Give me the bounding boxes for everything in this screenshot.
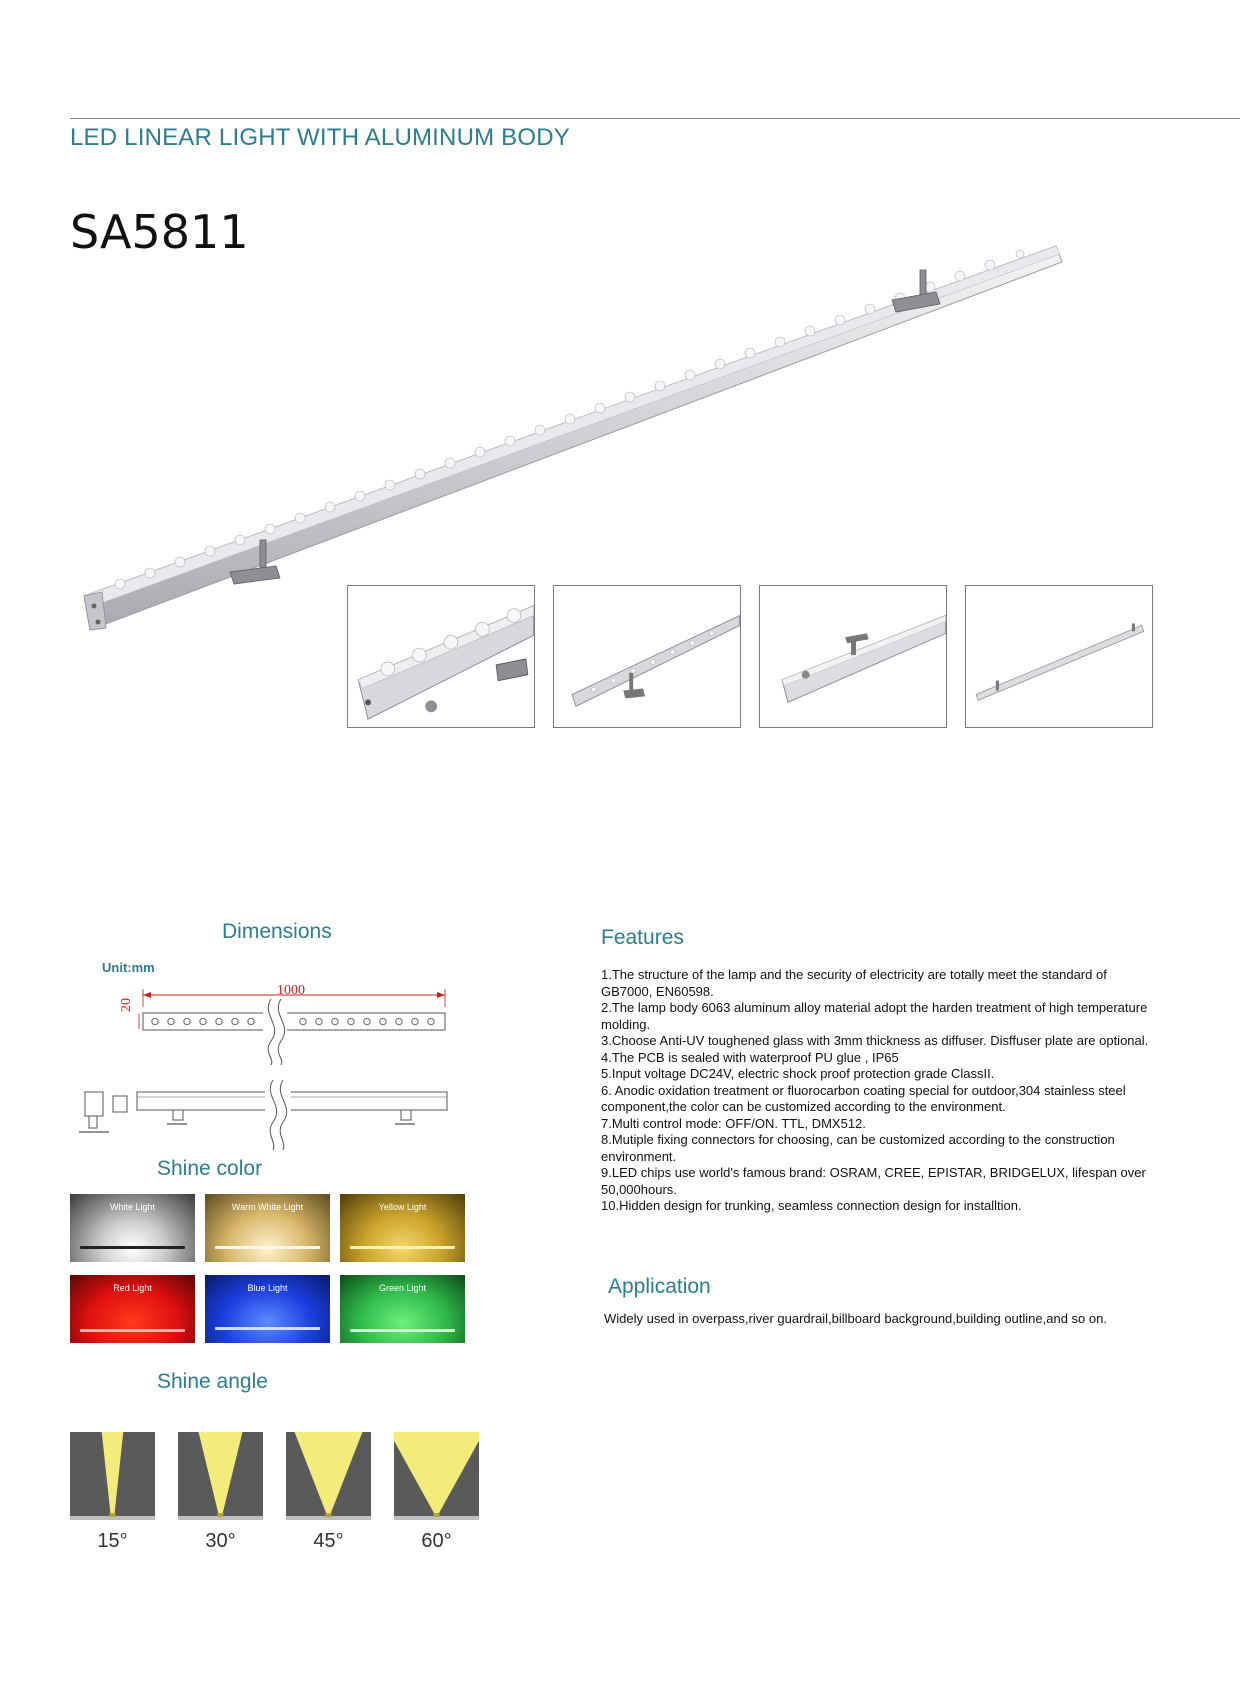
beam-angle-label: 45° xyxy=(313,1530,344,1552)
dimension-length-label: 1000 xyxy=(277,983,305,998)
fixture-bar xyxy=(80,1329,185,1332)
light-source xyxy=(434,1513,440,1517)
shine-angle-title: Shine angle xyxy=(157,1370,268,1393)
features-list xyxy=(601,967,1161,1215)
light-source xyxy=(218,1513,224,1517)
light-beam xyxy=(199,1432,243,1514)
top-rule xyxy=(70,118,1240,119)
model-number: SA5811 xyxy=(70,205,249,259)
beam-angle-label: 15° xyxy=(97,1530,128,1552)
fixture-bar xyxy=(350,1329,455,1332)
swatch-green-light xyxy=(340,1275,465,1343)
fixture-bar xyxy=(215,1246,320,1249)
feature-item: 2.The lamp body 6063 aluminum alloy material adopt the harden treatment of high temperature molding. xyxy=(601,1000,1148,1032)
feature-item: 3.Choose Anti-UV toughened glass with 3mm thickness as diffuser. Disffuser plate are optional. xyxy=(601,1033,1149,1048)
swatch-label: Green Light xyxy=(378,1283,427,1293)
feature-item: 10.Hidden design for trunking, seamless connection design for installtion. xyxy=(601,1198,1022,1213)
swatch-white-light xyxy=(70,1194,195,1262)
beam-angle-label: 60° xyxy=(421,1530,452,1552)
swatch-label: Warm White Light xyxy=(231,1202,304,1212)
dimension-drawing-front xyxy=(125,985,465,1065)
unit-label: Unit:mm xyxy=(102,960,155,975)
swatch-blue-light xyxy=(205,1275,330,1343)
light-source xyxy=(110,1513,116,1517)
feature-item: 1.The structure of the lamp and the security of electricity are totally meet the standard of GB7000, EN60598. xyxy=(601,967,1107,999)
fixture-bar xyxy=(350,1246,455,1249)
application-title: Application xyxy=(608,1275,711,1298)
swatch-label: Blue Light xyxy=(247,1283,288,1293)
shine-color-title: Shine color xyxy=(157,1157,263,1180)
fixture-bar xyxy=(80,1246,185,1249)
swatch-label: Red Light xyxy=(113,1283,152,1293)
feature-item: 4.The PCB is sealed with waterproof PU glue , IP65 xyxy=(601,1049,899,1065)
product-thumbnail-3[interactable] xyxy=(759,585,947,728)
light-beam xyxy=(295,1432,363,1514)
application-text: Widely used in overpass,river guardrail,billboard background,building outline,and so on. xyxy=(604,1311,1107,1326)
light-beam xyxy=(102,1432,124,1514)
beam-angle-15 xyxy=(70,1432,155,1520)
beam-angle-30 xyxy=(178,1432,263,1520)
fixture-bar xyxy=(215,1327,320,1330)
swatch-yellow-light xyxy=(340,1194,465,1262)
features-title: Features xyxy=(601,926,684,949)
beam-angle-label: 30° xyxy=(205,1530,236,1552)
beam-angle-60 xyxy=(394,1432,479,1520)
beam-angle-45 xyxy=(286,1432,371,1520)
swatch-label: Yellow Light xyxy=(378,1202,427,1212)
dimensions-title: Dimensions xyxy=(222,920,332,943)
swatch-label: White Light xyxy=(109,1202,156,1212)
product-thumbnail-2[interactable] xyxy=(553,585,741,728)
product-thumbnail-4[interactable] xyxy=(965,585,1153,728)
dimension-drawing-side xyxy=(75,1080,470,1150)
feature-item: 6. Anodic oxidation treatment or fluorocarbon coating special for outdoor,304 stainless steel component,the color can be customized according to the environment. xyxy=(601,1082,1126,1114)
feature-item: 7.Multi control mode: OFF/ON. TTL, DMX512. xyxy=(601,1115,866,1131)
feature-item: 8.Mutiple fixing connectors for choosing, can be customized according to the construction environment. xyxy=(601,1132,1115,1164)
light-source xyxy=(326,1513,332,1517)
swatch-warm-white-light xyxy=(205,1194,330,1262)
feature-item: 5.Input voltage DC24V, electric shock proof protection grade ClassII. xyxy=(601,1066,995,1081)
swatch-red-light xyxy=(70,1275,195,1343)
dimension-height-label: 20 xyxy=(119,998,134,1012)
product-thumbnail-1[interactable] xyxy=(347,585,535,728)
light-beam xyxy=(394,1432,479,1514)
feature-item: 9.LED chips use world's famous brand: OSRAM, CREE, EPISTAR, BRIDGELUX, lifespan over 50,000hours. xyxy=(601,1165,1146,1197)
product-category-title: LED LINEAR LIGHT WITH ALUMINUM BODY xyxy=(70,124,570,151)
